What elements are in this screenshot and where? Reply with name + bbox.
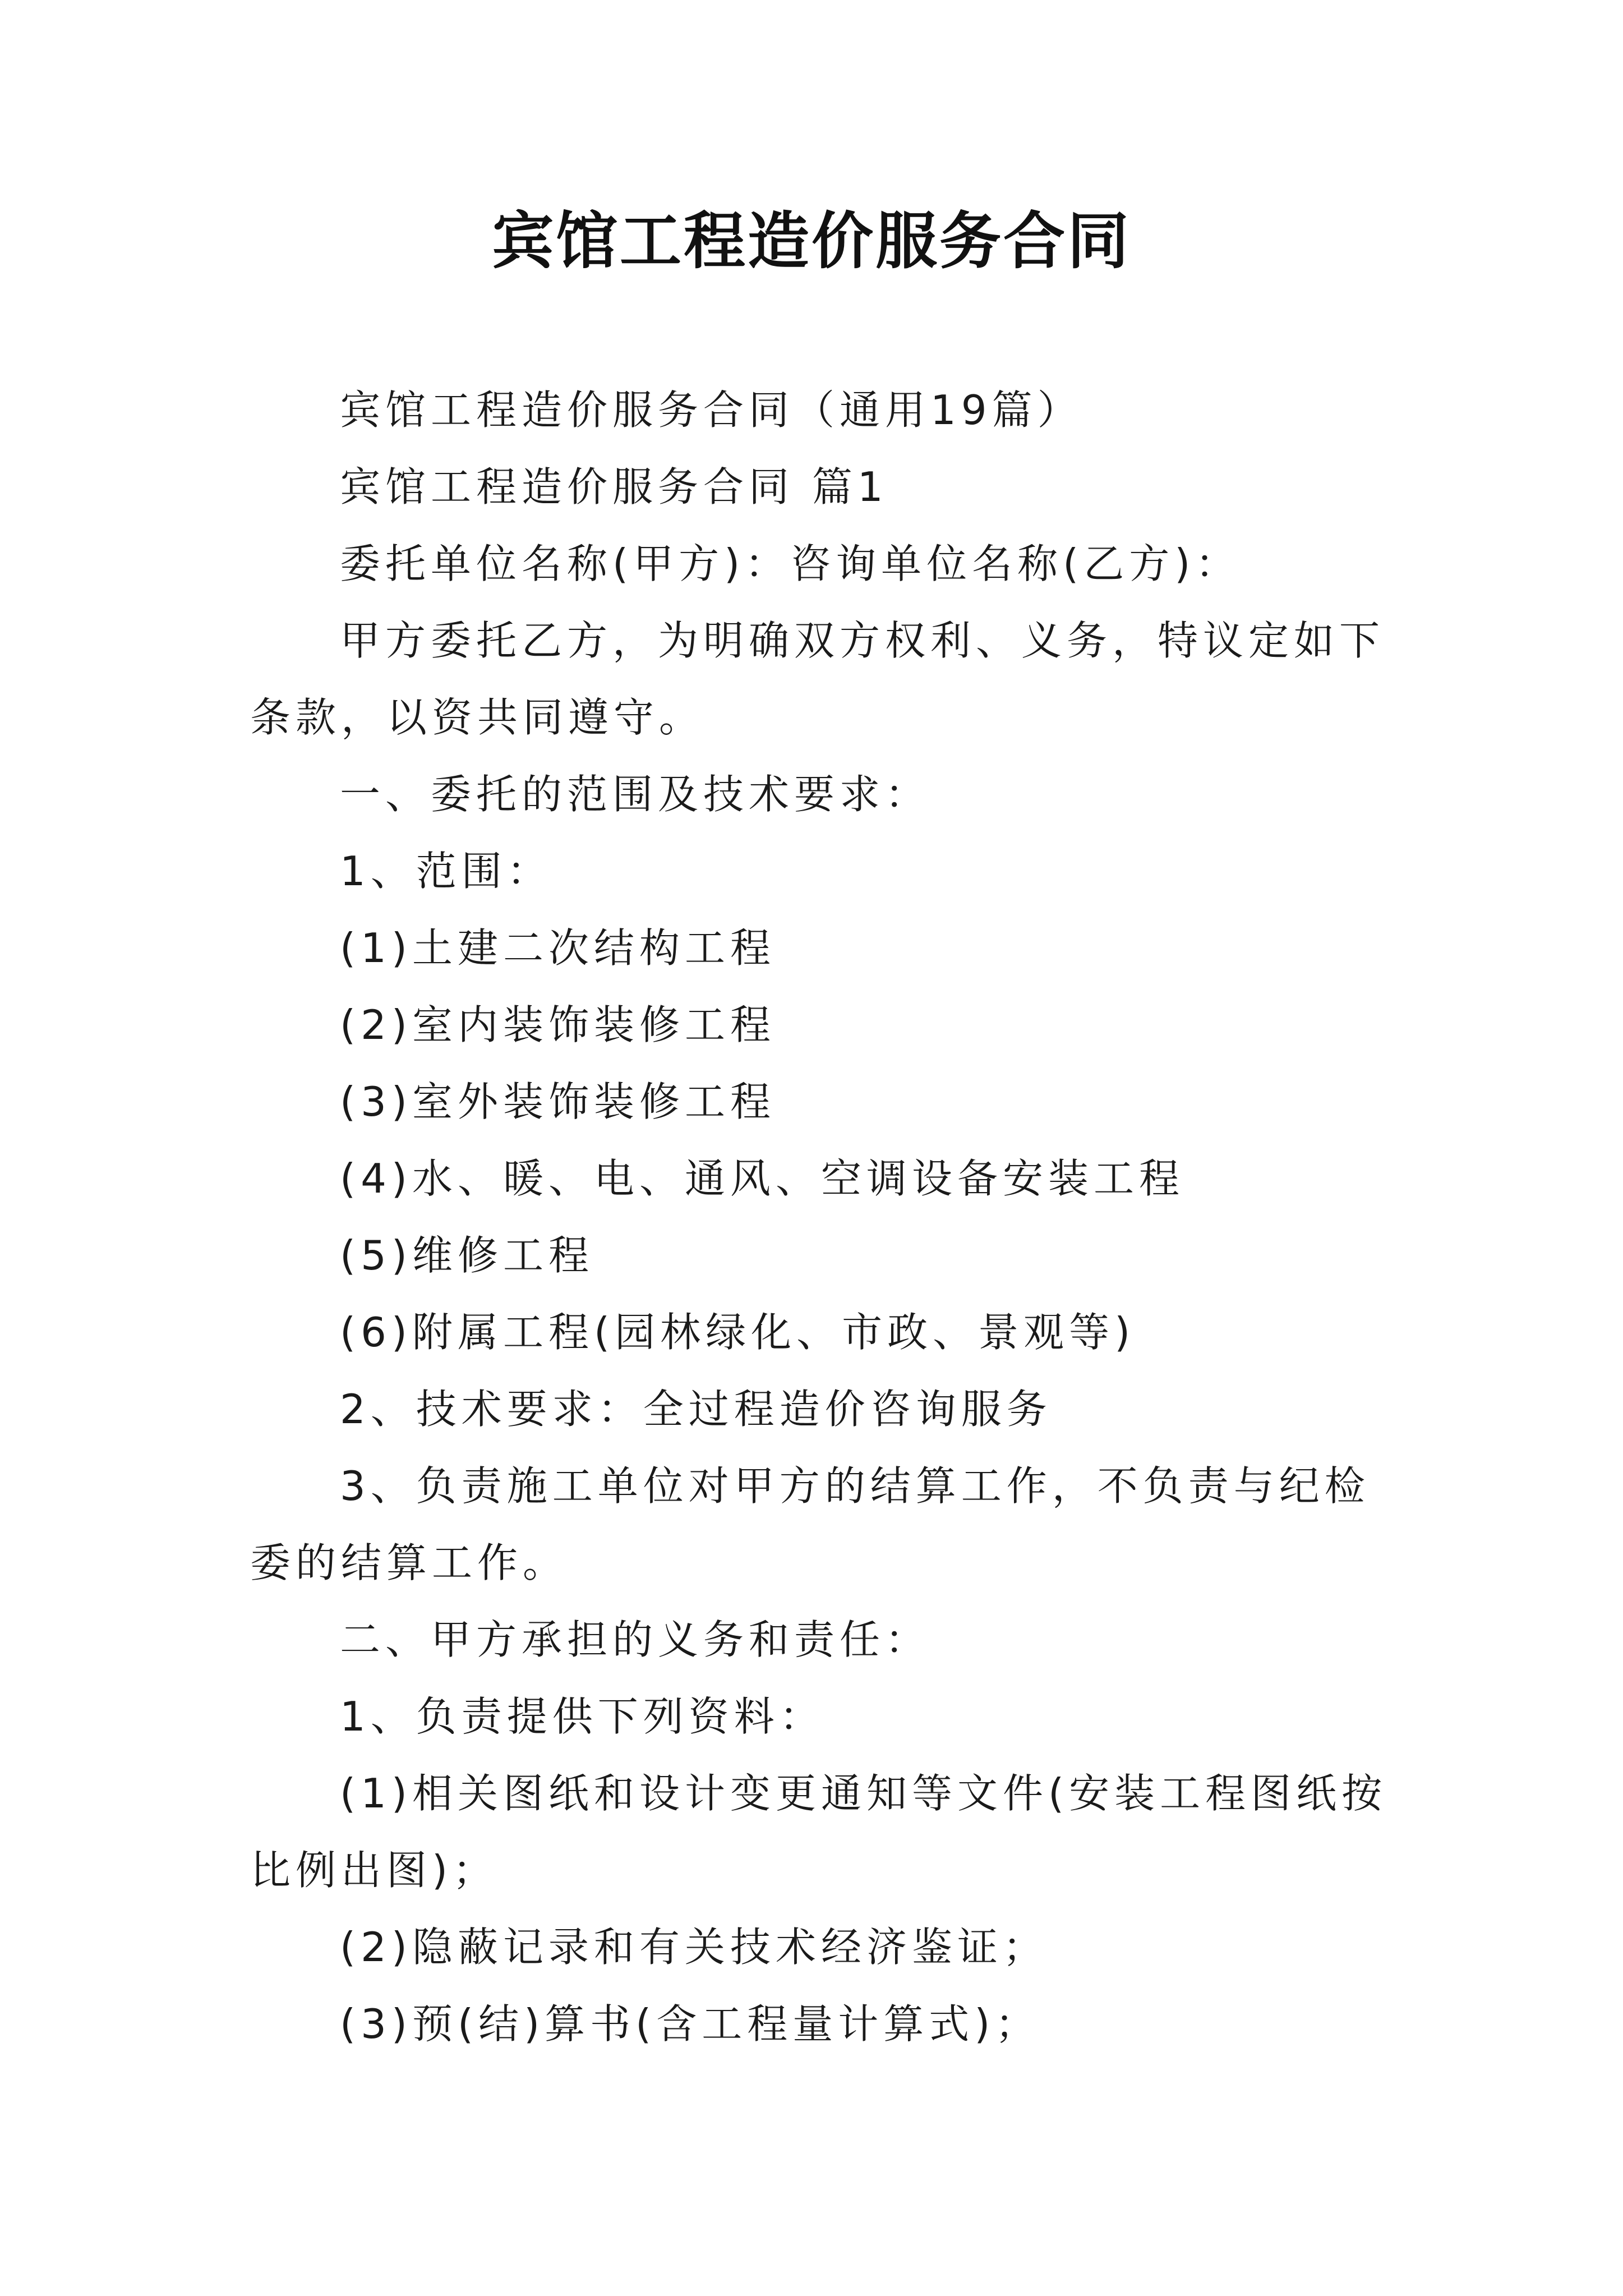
paragraph: (1)土建二次结构工程: [340, 924, 776, 972]
paragraph: (2)室内装饰装修工程: [340, 1001, 776, 1048]
paragraph: (5)维修工程: [340, 1232, 594, 1279]
paragraph: 宾馆工程造价服务合同 篇1: [340, 463, 888, 510]
paragraph: 一、委托的范围及技术要求：: [340, 771, 931, 818]
document-body: [250, 372, 1389, 2063]
paragraph: 2、技术要求：全过程造价咨询服务: [340, 1386, 1052, 1433]
paragraph: 甲方委托乙方，为明确双方权利、义务，特议定如下条款，以资共同遵守。: [250, 617, 1385, 741]
paragraph: 宾馆工程造价服务合同（通用19篇）: [340, 386, 1083, 434]
document-title: 宾馆工程造价服务合同: [492, 205, 1131, 277]
paragraph: 委托单位名称(甲方)：咨询单位名称(乙方)：: [340, 540, 1241, 587]
paragraph: 二、甲方承担的义务和责任：: [340, 1616, 931, 1663]
paragraph: (2)隐蔽记录和有关技术经济鉴证；: [340, 1924, 1048, 1971]
paragraph: (1)相关图纸和设计变更通知等文件(安装工程图纸按比例出图)；: [250, 1770, 1387, 1894]
paragraph: (4)水、暖、电、通风、空调设备安装工程: [340, 1155, 1184, 1202]
paragraph: (3)室外装饰装修工程: [340, 1078, 776, 1125]
paragraph: 1、范围：: [340, 848, 552, 895]
paragraph: 3、负责施工单位对甲方的结算工作，不负责与纪检委的结算工作。: [250, 1462, 1370, 1586]
paragraph: 1、负责提供下列资料：: [340, 1693, 825, 1740]
paragraph: (3)预(结)算书(含工程量计算式)；: [340, 2000, 1041, 2047]
paragraph: (6)附属工程(园林绿化、市政、景观等): [340, 1309, 1136, 1356]
